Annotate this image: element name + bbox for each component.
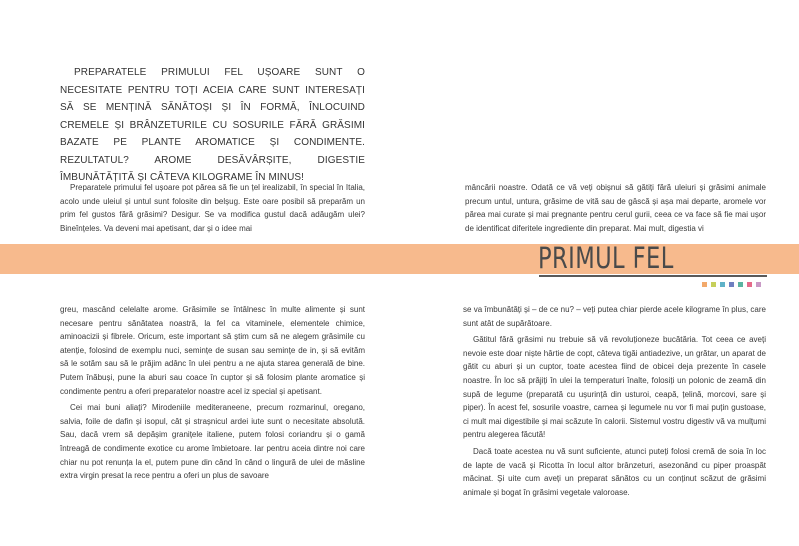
color-swatch: [711, 282, 716, 287]
color-swatch: [702, 282, 707, 287]
body-paragraph: mâncării noastre. Odată ce vă veți obișnui să gătiți fără uleiuri și grăsimi animale precum untul, untura, grăsime de vită sau de gâscă și așa mai departe, aromele vor părea mai curate și mai pregnante pentru cerul gurii, ceea ce va face să fie mai ușor de identificat diferitele ingrediente din preparat. Mai mult, digestia vi: [465, 183, 766, 233]
intro-paragraph: PREPARATELE PRIMULUI FEL UȘOARE SUNT O NECESITATE PENTRU TOȚI ACEIA CARE SUNT INTERESAȚI SĂ SE MENȚINĂ SĂNĂTOȘI ȘI ÎN FORMĂ, ÎNLOCUIND CREMELE ȘI BRÂNZETURILE CU SOSURILE FĂRĂ GRĂSIMI BAZATE PE PLANTE AROMATICE ȘI CONDIMENTE. REZULTATUL? AROME DESĂVÂRȘITE, DIGESTIE ÎMBUNĂTĂȚITĂ ȘI CÂTEVA KILOGRAME ÎN MINUS!: [60, 67, 365, 183]
column-bottom-left: [60, 303, 365, 483]
body-paragraph: Gătitul fără grăsimi nu trebuie să vă revoluționeze bucătăria. Tot ceea ce aveți nevoie este doar niște hârtie de copt, câteva tigăi antiadezive, un grătar, un aparat de gătit cu aburi și un cuptor, toate acestea fiind de obicei deja prezente în casele noastre. În loc să prăjiți în ulei la temperaturi înalte, folosiți un polonic de zeamă din supă de legume (preparată cu ușurință din usturoi, ceapă, țelină, morcovi, sare și piper). În acest fel, sosurile voastre, carnea și legumele nu vor fi mai puțin gustoase, ci mult mai digestibile și mai scăzute în calorii. Sistemul vostru digestiv vă va mulțumi pentru alegerea făcută!: [463, 335, 766, 440]
body-paragraph: Preparatele primului fel ușoare pot părea să fie un țel irealizabil, în special în Italia, acolo unde uleiul și untul sunt folosite din belșug. Este oare posibil să preparăm un prim fel gustos fără grăsimi? Desigur. Se va modifica gustul dacă adăugăm ulei? Bineînțeles. Va deveni mai apetisant, dar și o idee mai: [60, 183, 365, 233]
color-swatch: [756, 282, 761, 287]
column-bottom-right: [463, 303, 766, 499]
intro-text: [60, 64, 365, 187]
color-swatch: [738, 282, 743, 287]
chapter-title-underline: [539, 275, 767, 277]
body-paragraph: Dacă toate acestea nu vă sunt suficiente, atunci puteți folosi cremă de soia în loc de lapte de vacă și Ricotta în locul altor brânzeturi, asezonând cu piper proaspăt măcinat. Și uite cum aveți un preparat sănătos cu un conținut scăzut de grăsimi animale și bogat în grăsimi vegetale valoroase.: [463, 446, 766, 497]
column-top-left: [60, 181, 365, 235]
body-paragraph: Cei mai buni aliați? Mirodeniile mediteraneene, precum rozmarinul, oregano, salvia, foile de dafin și isopul, cât și strașnicul ardei iute sunt o necesitate absolută. Sau, dacă vrem să depășim granițele italiene, putem folosi coriandru și o gamă întreagă de condimente exotice cu aromе îmbietoare. Iar pentru aceia dintre noi care chiar nu pot renunța la el, putem pune din când în când o lingură de ulei de măsline extra virgin presat la rece pentru a oferi un plus de savoare: [60, 403, 365, 481]
body-paragraph: greu, mascând celelalte arome. Grăsimile se întâlnesc în multe alimente și sunt necesare pentru sănătatea noastră, la fel ca vitaminele, elementele chimice, aminoacizii și fibrele. Oricum, este important să știm cum să ne alegem grăsimile cu atenție, folosind de exemplu nuci, semințe de susan sau semințe de in, și să evităm să le sotăm sau să le prăjim adânc în ulei pentru a ne ajuta starea generală de bine. Putem înăbuși, pune la aburi sau coace în cuptor și să folosim plante aromatice și condimente pentru a oferi preparatelor noastre acel iz special și apetisant.: [60, 305, 365, 396]
body-paragraph: se va îmbunătăți și – de ce nu? – veți putea chiar pierde acele kilograme în plus, care sunt atât de supărătoare.: [463, 305, 766, 328]
color-swatches: [702, 282, 761, 287]
column-top-right: [465, 181, 766, 235]
chapter-title: PRIMUL FEL: [538, 241, 674, 275]
color-swatch: [720, 282, 725, 287]
color-swatch: [747, 282, 752, 287]
color-swatch: [729, 282, 734, 287]
